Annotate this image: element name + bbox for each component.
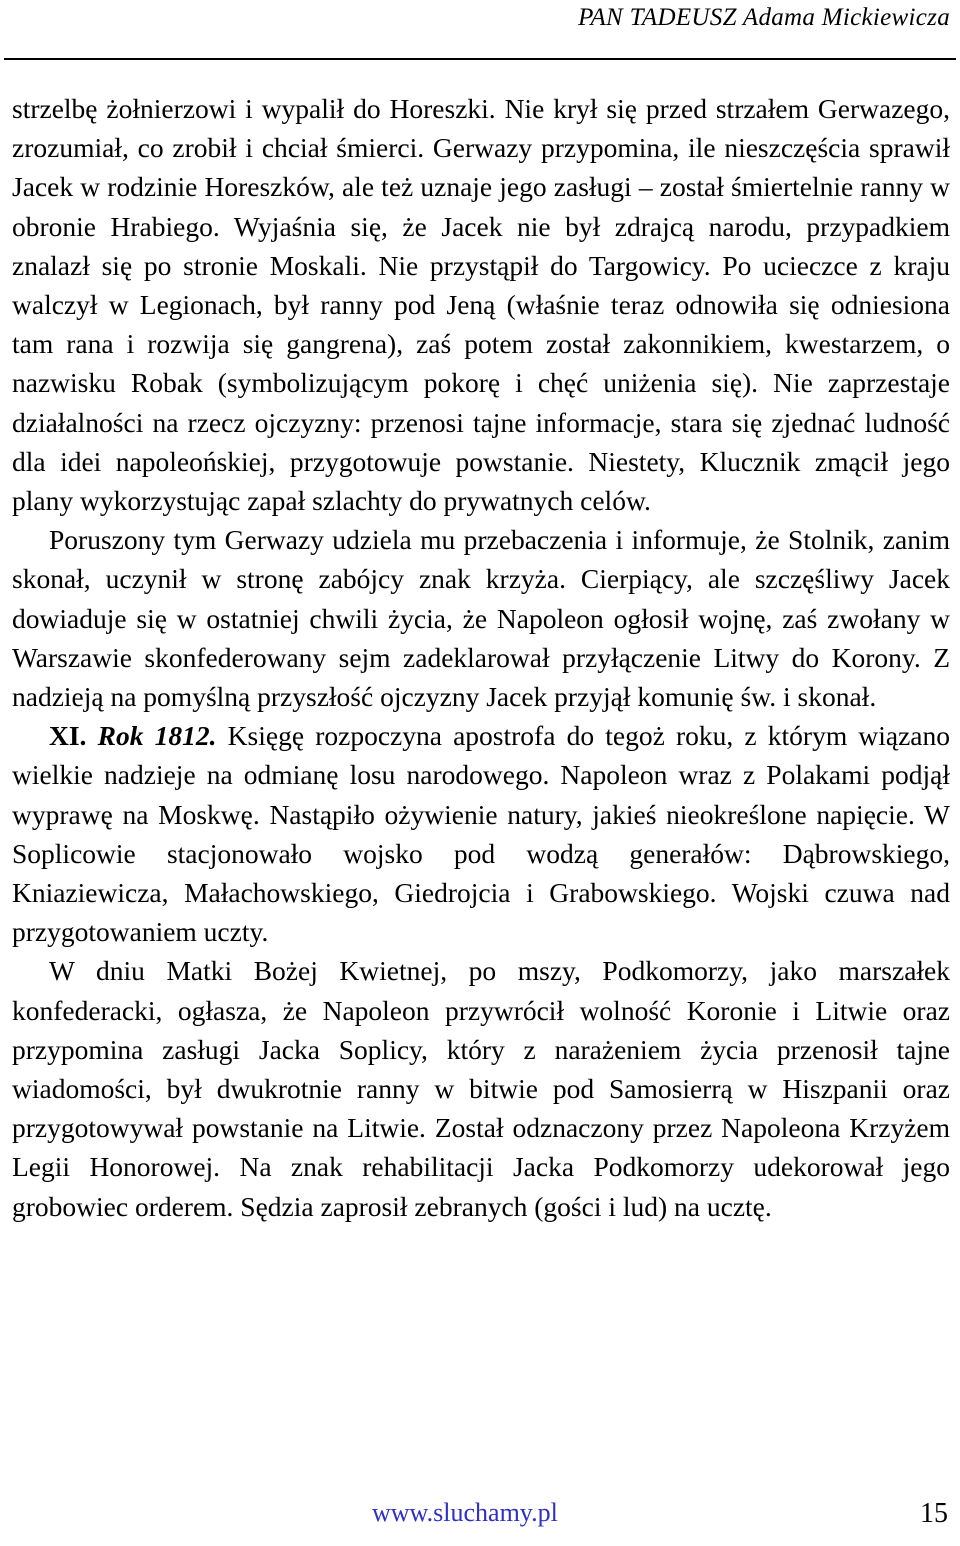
paragraph-3-book-xi <box>12 716 950 951</box>
paragraph-4: W dniu Matki Bożej Kwietnej, po mszy, Podkomorzy, jako marszałek konfederacki, ogłasza, że Napoleon przywrócił wolność Koronie i Litwie oraz przypomina zasługi Jacka Soplicy, który z narażeniem życia przenosił tajne wiadomości, był dwukrotnie ranny w bitwie pod Samosierrą w Hiszpanii oraz przygotowywał powstanie na Litwie. Został odznaczony przez Napoleona Krzyżem Legii Honorowej. Na znak rehabilitacji Jacka Podkomorzy udekorował jego grobowiec orderem. Sędzia zaprosił zebranych (gości i lud) na ucztę. <box>12 955 950 1222</box>
page-number: 15 <box>920 1498 948 1529</box>
paragraph-1: strzelbę żołnierzowi i wypalił do Horeszki. Nie krył się przed strzałem Gerwazego, zrozumiał, co zrobił i chciał śmierci. Gerwazy przypomina, ile nieszczęścia sprawił Jacek w rodzinie Horeszków, ale też uznaje jego zasługi – został śmiertelnie ranny w obronie Hrabiego. Wyjaśnia się, że Jacek nie był zdrajcą narodu, przypadkiem znalazł się po stronie Moskali. Nie przystąpił do Targowicy. Po ucieczce z kraju walczył w Legionach, był ranny pod Jeną (właśnie teraz odnowiła się odniesiona tam rana i rozwija się gangrena), zaś potem został zakonnikiem, kwestarzem, o nazwisku Robak (symbolizującym pokorę i chęć uniżenia się). Nie zaprzestaje działalności na rzecz ojczyzny: przenosi tajne informacje, stara się zjednać ludność dla idei napoleońskiej, przygotowuje powstanie. Niestety, Klucznik zmącił jego plany wykorzystując zapał szlachty do prywatnych celów. <box>12 93 950 517</box>
paragraph-2: Poruszony tym Gerwazy udziela mu przebaczenia i informuje, że Stolnik, zanim skonał, uczynił w stronę zabójcy znak krzyża. Cierpiący, ale szczęśliwy Jacek dowiaduje się w ostatniej chwili życia, że Napoleon ogłosił wojnę, zaś zwołany w Warszawie skonfederowany sejm zadeklarował przyłączenie Litwy do Korony. Z nadzieją na pomyślną przyszłość ojczyzny Jacek przyjął komunię św. i skonał. <box>12 524 950 713</box>
page-body <box>12 89 950 1226</box>
header-rule <box>4 58 956 60</box>
section-number: XI. <box>49 720 87 752</box>
footer-website-link[interactable]: www.sluchamy.pl <box>372 1498 558 1527</box>
paragraph-3-text: Księgę rozpoczyna apostrofa do tegoż roku, z którym wiązano wielkie nadzieje na odmianę losu narodowego. Napoleon wraz z Polakami podjął wyprawę na Moskwę. Nastąpiło ożywienie natury, jakieś nieokreślone napięcie. W Soplicowie stacjonowało wojsko pod wodzą generałów: Dąbrowskiego, Kniaziewicza, Małachowskiego, Giedrojcia i Grabowskiego. Wojski czuwa nad przygotowaniem uczty. <box>12 720 951 948</box>
section-title: Rok 1812. <box>97 720 217 752</box>
running-header-title: PAN TADEUSZ Adama Mickiewicza <box>578 4 950 31</box>
